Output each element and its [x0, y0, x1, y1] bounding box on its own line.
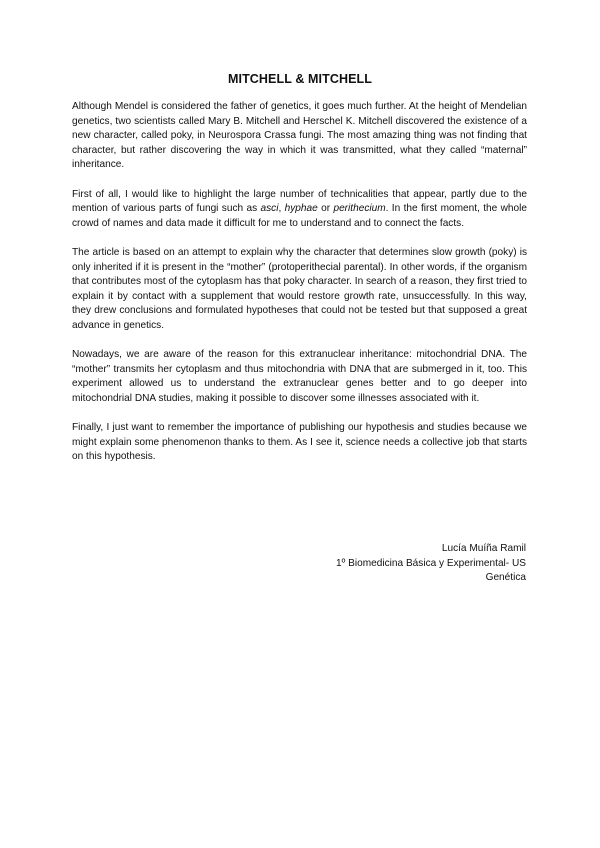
signature-block: [336, 542, 526, 586]
author-program: 1º Biomedicina Básica y Experimental- US: [336, 557, 526, 569]
body-paragraph: [72, 100, 527, 173]
body-paragraph: [72, 348, 527, 406]
author-name: Lucía Muíña Ramil: [441, 543, 526, 554]
paragraph-text: Nowadays, we are aware of the reason for this extranuclear inheritance: mitochondrial DNA. The “mother” transmits her cytoplasm and thus mitochondria with DNA that are submerged in it, too. This experiment allowed us to understand the extranuclear genes better and to go deeper into mitochondrial DNA studies, making it possible to discover some illnesses associated with it.: [72, 349, 527, 404]
italic-term: perithecium: [333, 203, 386, 215]
paragraph-text: or: [317, 203, 334, 215]
author-subject: Genética: [485, 572, 526, 584]
paragraph-text: First of all, I would like to highlight the large number of technicalities that appear, partly due to the mention of various parts of fungi such as: [72, 188, 527, 215]
paragraph-text: The article is based on an attempt to explain why the character that determines slow growth (poky) is only inherited if it is present in the “mother” (protoperithecial parental). In other words, if the organism that contributes most of the cytoplasm has that poky character. In search of a reason, they first tried to explain it by contact with a supplement that would restore growth rate, unsuccessfully. In this way, they drew conclusions and formulated hypotheses that could not be tested but that supposed a great advance in genetics.: [72, 246, 528, 331]
italic-term: asci: [260, 203, 279, 215]
body-paragraph: [72, 188, 527, 232]
document-title: MITCHELL & MITCHELL: [227, 72, 372, 86]
document-body: [72, 100, 527, 479]
paragraph-text: Finally, I just want to remember the importance of publishing our hypothesis and studies because we might explain some phenomenon thanks to them. As I see it, science needs a collective job that starts on this hypothesis.: [72, 422, 527, 463]
body-paragraph: [72, 246, 527, 334]
paragraph-text: Although Mendel is considered the father of genetics, it goes much further. At the height of Mendelian genetics, two scientists called Mary B. Mitchell and Herschel K. Mitchell discovered the existence of a new character, called poky, in Neurospora Crassa fungi. The most amazing thing was not finding that character, but rather discovering the way in which it was transmitted, what they called “maternal” inheritance.: [72, 101, 527, 171]
italic-term: hyphae: [284, 203, 318, 215]
paragraph-text: . In the first moment, the whole crowd of names and data made it difficult for me to understand and to connect the facts.: [72, 203, 527, 229]
paragraph-text: ,: [278, 203, 285, 215]
body-paragraph: [72, 421, 527, 465]
